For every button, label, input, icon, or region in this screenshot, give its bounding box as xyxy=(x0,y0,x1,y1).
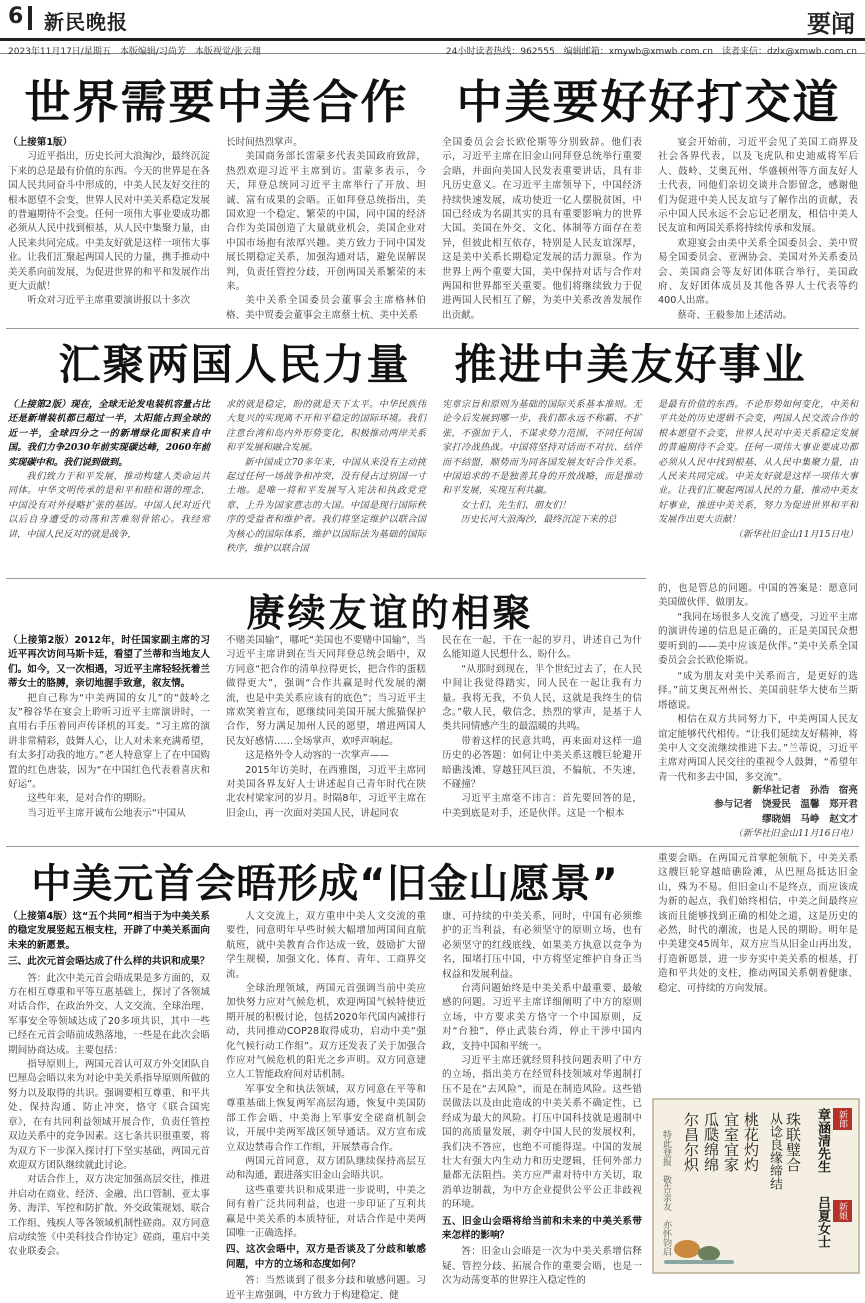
article4-top-right xyxy=(658,852,858,1094)
paragraph: 不赌美国输”，哪吒“美国也不要赌中国输”，当习近平主席讲到在当天同拜登总统会晤中，双方同意“把合作的清单拉得更长，把合作的蛋糕做得更大”，强调“合作共赢是时代发展的潮流，也是中美关系应该有的底色”；当习近平主席欢笑着宣布，愿继续同美国开展大熊猫保护合作，努力满足加州人民的愿望，增进两国人民友好感情……全场掌声，欢呼声响起。 xyxy=(226,635,426,747)
bride-name: 吕夏女士 xyxy=(815,1196,830,1248)
section-title: 要闻 xyxy=(807,10,855,38)
article1-column-3 xyxy=(442,136,642,324)
editor-info: 2023年11月17日/星期五 本版编辑/习尚芳 本版视觉/张云翔 xyxy=(8,47,261,57)
byline: 参与记者 饶爱民 温馨 郑开君 xyxy=(714,799,858,811)
article1-headline: 世界需要中美合作 中美要好好打交道 xyxy=(24,75,841,129)
paragraph: 这些重要共识和成果进一步说明，中美之间有着广泛共同利益，也进一步印证了互利共赢是中美关系的本质特征，对话合作是中美两国唯一正确选择。 xyxy=(226,1184,426,1239)
article3-top-right xyxy=(658,582,858,668)
paragraph: 宪章宗旨和原则为基础的国际关系基本准则。无论今后发展到哪一步，我们都永远不称霸、不扩张，不强加于人，不谋求势力范围，不同任何国家打冷战热战。中国将坚持对话而不对抗、结伴而不结盟，顺势而为同各国发展友好合作关系。中国追求的不是独善其身的开放战略，而是推动和平发展，实现互利共赢。 xyxy=(442,399,642,497)
paragraph: 军事安全和执法领域，双方同意在平等和尊重基础上恢复两军高层沟通，恢复中美国防部工作会晤、中美海上军事安全磋商机制会议，开展中美两军战区领导通话。双方宣布成立双边禁毒合作工作组，开展禁毒合作。 xyxy=(226,1083,426,1153)
poem-line: 桃花灼灼 xyxy=(742,1112,760,1172)
paragraph: 听众对习近平主席重要演讲报以十多次 xyxy=(27,295,191,307)
paragraph: 康、可持续的中美关系，同时，中国有必须维护的正当利益，有必须坚守的原则立场，也有必须坚守的红线底线，如果美方执意以竞争为名，围堵打压中国，中方将坚定维护自身正当权益和发展利益。 xyxy=(442,911,642,980)
paragraph: “从那时到现在，半个世纪过去了，在人民中间让我觉得踏实，同人民在一起让我有力量。我将无我，不负人民，这就是我终生的信念。”敬人民，敬信念，热烈的掌声，是基于人类共同情感产生的最温暖的共鸣。 xyxy=(442,663,642,733)
article2-column-2 xyxy=(226,398,426,574)
poem-line: 从谂良缘缔结 xyxy=(767,1112,782,1190)
article4-headline: 中美元首会晤形成“旧金山愿景” xyxy=(31,861,619,907)
paragraph: 当习近平主席开诚布公地表示“中国从 xyxy=(27,807,186,819)
paragraph: 答：旧金山会晤是一次为中美关系增信释疑、管控分歧、拓展合作的重要会晤，也是一次为动荡变革的世界注入稳定性的 xyxy=(442,1246,642,1287)
question-heading: 四、这次会晤中，双方是否谈及了分歧和敏感问题，中方的立场和态度如何？ xyxy=(226,1244,426,1270)
paragraph: “成为朋友对美中关系而言，是更好的选择。”前艾奥瓦州州长、美国前驻华大使布兰斯塔德说。 xyxy=(658,671,858,711)
paragraph: 美中关系全国委员会董事会主席格林伯格、美中贸委会董事会主席蔡士杭、美中关系 xyxy=(226,295,426,321)
section-divider xyxy=(6,578,646,579)
paragraph: 蔡奇、王毅参加上述活动。 xyxy=(677,309,793,321)
paragraph: 这是格外令人动容的一次掌声—— xyxy=(245,750,390,762)
mandarin-duck-icon xyxy=(674,1240,700,1258)
newspaper-logo: 新民晚报 xyxy=(44,10,128,34)
paragraph: 新中国成立70多年来，中国从来没有主动挑起过任何一场战争和冲突，没有侵占过别国一寸土地。是唯一将和平发展写入宪法和执政党党章、上升为国家意志的大国。中国是现行国际秩序的受益者和维护者。我们将坚定维护以联合国为核心的国际体系，维护以国际法为基础的国际秩序，维护以联合国 xyxy=(226,456,426,555)
paragraph: 指导原则上，两国元首认可双方外交团队自巴厘岛会晤以来为对论中美关系指导原则所做的努力以及取得的共识。强调要相互尊重、和平共处、保持沟通、防止冲突，恪守《联合国宪章》，在有共同利益领域开展合作，负责任管控双边关系中的竞争因素。这七条共识很重要，将为双方下一步深入探讨打下坚实基础，两国元首欢迎双方团队继续就此讨论。 xyxy=(8,1059,210,1171)
paragraph: 重要会晤。在两国元首掌舵领航下，中美关系这艘巨轮穿越暗礁险滩，从巴厘岛抵达旧金山，殊为不易。但旧金山不是终点，而应该成为新的起点，我们始终相信，中美之间最终应该而且能够找到正确的相处之道，这是历史的必然，时代的潮流，也是人民的期盼。明年是中美建交45周年，双方应当从旧金山再出发，打造新愿景，进一步夯实中美关系的根基，打造和平共处的支柱，推动两国关系朝着健康、稳定、可持续的方向发展。 xyxy=(658,853,858,994)
meta-line xyxy=(0,38,865,57)
paragraph: 习近平指出，历史长河大浪淘沙，最终沉淀下来的总是最有价值的东西。今天的世界是在各国人民共同奋斗中形成的，中美人民友好交往的根本愿望不会变，世界人民对中美关系稳定发展的普遍期待不会变。任何一项伟大事业要成功都必须从人民中找到根基，从人民中集聚力量，由人民来共同完成。中美友好就是这样一项伟大事业。让我们汇聚起两国人民的力量，携手推动中美关系向前发展，为促进世界的和平和发展作出更大贡献！ xyxy=(8,151,210,293)
paragraph: 长时间热烈掌声。 xyxy=(226,137,303,148)
article1-column-1 xyxy=(8,136,210,324)
paragraph: 女士们、先生们、朋友们！ xyxy=(460,499,571,511)
paragraph: 历史长河大浪淘沙，最终沉淀下来的总 xyxy=(460,514,617,526)
article3-column-1 xyxy=(8,634,210,842)
paragraph: 对话合作上，双方决定加强高层交往，推进并启动在商业、经济、金融、出口管制、亚太事务、海洋、军控和防扩散、外交政策规划、联合工作组、残疾人等各领域机制性磋商。双方同意启动续签《中美科技合作协定》磋商，重启中美农业联委会。 xyxy=(8,1174,210,1258)
article2-headline: 汇聚两国人民力量 推进中美友好事业 xyxy=(58,340,807,389)
paragraph: （上接第1版） xyxy=(8,137,73,148)
article4-column-1 xyxy=(8,910,210,1274)
reader-hotline: 24小时读者热线：962555 编辑邮箱：xmywb@xmwb.com.cn 读者来信：dzlx@xmwb.com.cn xyxy=(445,47,857,57)
paragraph: （上接第4版）这“五个共同”相当于为中美关系的稳定发展竖起五根支柱，开辟了中美关系面向未来的新愿景。 xyxy=(8,911,210,951)
article3-headline: 赓续友谊的相聚 xyxy=(246,591,534,635)
article3-column-3 xyxy=(442,634,642,842)
poem-line: 宜室宜家 xyxy=(722,1112,740,1172)
paragraph: 是最有价值的东西。不论形势如何变化，中美和平共处的历史逻辑不会变，两国人民交流合作的根本愿望不会变，世界人民对中美关系稳定发展的普遍期待不会变。任何一项伟大事业要成功都必须从人民中找到根基、从人民中集聚力量，由人民来共同完成。中美友好就是这样一项伟大事业。让我们汇聚起两国人民的力量，推动中美友好事业，推进中美关系，努力为促进世界和平和发展作出更大贡献！ xyxy=(658,399,858,526)
paragraph: 台湾问题始终是中美关系中最重要、最敏感的问题。习近平主席详细阐明了中方的原则立场，中方要求美方恪守一个中国原则，反对“台独”，停止武装台湾，停止干涉中国内政，支持中国和平统一。 xyxy=(442,983,642,1052)
paragraph: 我们致力于和平发展，推动构建人类命运共同体。中华文明传承的是和平和睦和谐的理念，中国没有对外侵略扩张的基因。中国人民对近代以后自身遭受的动荡和苦难刻骨铭心。我经常讲，中国人民反对的就是战争， xyxy=(8,471,210,540)
paragraph: 宴会开始前，习近平会见了美国工商界及社会各界代表，以及飞虎队和史迪威将军后人、鼓岭、艾奥瓦州、华盛顿州等方面友好人士代表，同他们亲切交谈并合影留念，感谢他们为促进中美人民友谊与了解作出的贡献，表示中国人民永远不会忘记老朋友，相信中美人民友谊和两国关系将持续传承和发展。 xyxy=(658,137,858,235)
article3-bylines xyxy=(658,784,858,842)
groom-seal: 新郎 xyxy=(833,1108,852,1130)
article4-column-3 xyxy=(442,910,642,1287)
dateline: （新华社旧金山11月15日电） xyxy=(733,528,858,540)
mandarin-duck-icon xyxy=(698,1246,720,1261)
paragraph: 习近平主席还就经贸科技问题表明了中方的立场，指出美方在经贸科技领域对华遏制打压不是在“去风险”，而是在制造风险。这些错误做法以及由此造成的中美关系不确定性，已经成为最大的风险。打压中国科技就是遏制中国的高质量发展，剥夺中国人民的发展权利，我们决不答应，也绝不可能得逞。中国的发展壮大有强大内生动力和历史逻辑，任何外部力量都无法阻挡。美方应严肃对待中方关切，取消单边制裁，为中方企业提供公平公正非歧视的环境。 xyxy=(442,1055,642,1211)
byline: 缪晓娟 马峥 赵文才 xyxy=(762,813,858,825)
dateline: （新华社旧金山11月16日电） xyxy=(733,828,858,840)
paragraph: 的，也是管总的问题。中国的答案是：愿意同美国做伙伴、做朋友。 xyxy=(658,583,858,609)
article2-column-3 xyxy=(442,398,642,574)
paragraph: 全球治理领域，两国元首强调当前中美应加快努力应对气候危机，欢迎两国气候特使近期开展的积极讨论，包括2020年代国内减排行动，共同推动COP28取得成功，启动中美“强化气候行动工作组”。双方还发表了关于加强合作应对气候危机的阳光之乡声明。双方同意建立人工智能政府间对话机制。 xyxy=(226,983,426,1081)
paragraph: 答：当然谈到了很多分歧和敏感问题。习近平主席强调，中方致力于构建稳定、健 xyxy=(226,1275,426,1301)
page-number: 6 xyxy=(8,4,24,29)
paragraph: 习近平主席毫不讳言：首先要回答的是，中美到底是对手，还是伙伴。这是一个根本 xyxy=(442,793,642,819)
groom-name: 章涵清先生 xyxy=(815,1108,830,1173)
announcement-signature: 特此登报 敬告亲友 亦怀钧启 xyxy=(661,1130,671,1256)
paragraph: 两国元首同意，双方团队继续保持高层互动和沟通，跟进落实旧金山会晤共识。 xyxy=(226,1155,426,1182)
section-divider xyxy=(6,328,859,329)
question-heading: 三、此次元首会晤达成了什么样的共识和成果？ xyxy=(8,956,210,968)
bride-seal: 新娘 xyxy=(833,1200,852,1222)
paragraph: 带着这样的民意共鸣，再来面对这样一道历史的必答题：如何让中美关系这艘巨轮避开暗礁浅滩、穿越狂风巨浪，不偏航、不失速，不碰撞？ xyxy=(442,735,642,791)
paragraph: 民在在一起、干在一起的岁月，讲述自己为什么能知道人民想什么、盼什么。 xyxy=(442,635,642,661)
section-divider xyxy=(6,846,859,847)
paragraph: 全国委员会会长欧伦斯等分别致辞。他们表示，习近平主席在旧金山同拜登总统举行重要会晤，并面向美国人民发表重要讲话，具有非凡历史意义。在习近平主席领导下，中国经济持续快速发展，成功使近一亿人摆脱贫困，中国已经成为名副其实的具有重要影响力的世界大国。美国在外交、文化、体制等方面存在差异，但彼此相互依存，特别是人民友谊深厚，这是美中关系长期稳定发展的活力源泉。作为世界上两个重要大国，美中保持对话与合作对两国和世界都至关重要。他们将继续致力于促进两国人民相互了解，为美中关系改善发展作出贡献。 xyxy=(442,137,642,321)
article4-column-2 xyxy=(226,910,426,1301)
article1-column-2 xyxy=(226,136,426,324)
water-ripple xyxy=(664,1260,734,1264)
paragraph: 答：此次中美元首会晤成果是多方面的，双方在相互尊重和平等互惠基础上，探讨了各领域对话合作，在政治外交、人文交流、全球治理、军事安全等领域达成了20多项共识，其中一些已经在元首会晤前成熟落地，一些是在此次会晤期间协商达成。主要包括： xyxy=(8,972,210,1056)
byline: 新华社记者 孙浩 宿亮 xyxy=(752,785,858,796)
paragraph: 相信在双方共同努力下，中美两国人民友谊定能够代代相传。“让我们延续友好精神，将美中人文交流继续推进下去。”兰蒂说，习近平主席对两国人民交往的重视令人鼓舞，“希望年青一代和多去中国，多交流”。 xyxy=(658,714,858,783)
article3-column-2 xyxy=(226,634,426,842)
paragraph: 把自己称为“中美两国的女儿”的“鼓岭之友”穆谷华在宴会上聆听习近平主席演讲时，一直用右手压着同声传译机的耳麦。“习主席的演讲非常精彩，鼓舞人心，让人对未来充满希望，有太多打动我的地方。”老人特意穿上了在中国购置的红色唐装，因为“在中国红色代表着喜庆和好运”。 xyxy=(8,692,210,791)
paragraph: 美国商务部长雷蒙多代表美国政府致辞，热烈欢迎习近平主席到访。雷蒙多表示，今天，拜登总统同习近平主席举行了开放、坦诚、富有成果的会晤。正如拜登总统指出，美国欢迎一个稳定、繁荣的中国，同中国的经济合作为美国创造了大量就业机会，美国企业对中国市场抱有浓厚兴趣。美方致力于同中国发展长期稳定关系，加强沟通对话，避免误解误判，负责任管控分歧，开创两国关系繁荣的未来。 xyxy=(226,151,426,293)
paragraph: 求的就是稳定，盼的就是天下太平。中华民族伟大复兴的实现离不开和平稳定的国际环境。我们注意台湾和岛内外形势变化，积极推动两岸关系和平发展和融合发展。 xyxy=(226,399,426,454)
paragraph: 欢迎宴会由美中关系全国委员会、美中贸易全国委员会、亚洲协会、美国对外关系委员会、美国商会等友好团体联合举行，美国政府、友好团体成员及其他各界人士代表等约400人出席。 xyxy=(658,237,858,307)
article2-column-1 xyxy=(8,398,210,574)
wedding-announcement-ad xyxy=(652,1098,860,1274)
paragraph: 人文交流上，双方重申中美人文交流的重要性，同意明年早些时候大幅增加两国间直航航班，就中美教育合作达成一致，鼓励扩大留学生规模，加强文化、体育、青年、工商界交流。 xyxy=(226,911,426,980)
paragraph: （上接第2版）现在，全球无论发电装机容量占比还是新增装机都已超过一半，太阳能占到全球的近一半，全球四分之一的新增绿化面积来自中国。我们力争2030年前实现碳达峰，2060年前实现碳中和。我们说到做到。 xyxy=(8,399,210,468)
paragraph: “我同在场很多人交流了感受，习近平主席的演讲传递的信息是正确的，正是美国民众想要听到的——美中应该是伙伴。”美中关系全国委员会会长欧伦斯说。 xyxy=(658,611,858,667)
header-divider xyxy=(28,6,32,30)
page-header xyxy=(0,0,865,38)
question-heading: 五、旧金山会晤将给当前和未来的中美关系带来怎样的影响？ xyxy=(442,1215,642,1241)
poem-line: 瓜瓞绵绵 xyxy=(702,1112,720,1172)
poem-line: 尔昌尔炽 xyxy=(682,1112,700,1172)
paragraph: 这些年来，是对合作的期盼。 xyxy=(27,793,152,805)
article3-column-4 xyxy=(658,670,858,783)
poem-line: 珠联璧合 xyxy=(784,1112,802,1172)
paragraph: 2015年访美时，在西雅图，习近平主席同对美国各界友好人士讲述起自己青年时代在陕北农村梁家河的岁月。时隔8年，习近平主席在旧金山，再一次面对美国人民，讲起同农 xyxy=(226,764,426,819)
article2-column-4 xyxy=(658,398,858,574)
article1-column-4 xyxy=(658,136,858,324)
paragraph: （上接第2版）2012年，时任国家副主席的习近平再次访问马斯卡廷，看望了兰蒂和当地友人们。如今，又一次相遇，习近平主席轻轻抚着兰蒂女士的胳膊，亲切地握手致意，叙友情。 xyxy=(8,635,210,690)
